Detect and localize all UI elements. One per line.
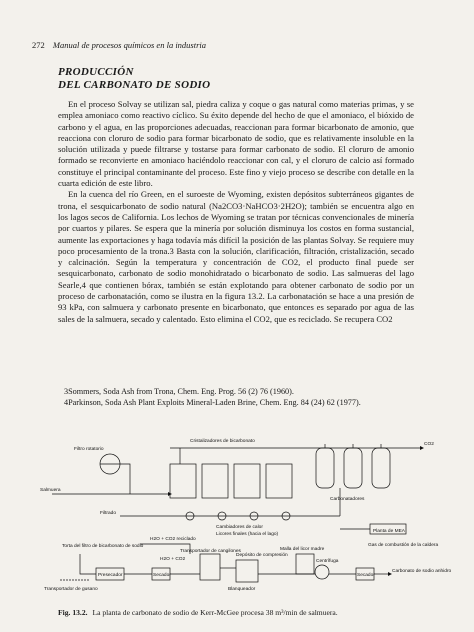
caption-label: Fig. 13.2. — [58, 608, 88, 617]
label-h2o-co2: H2O + CO2 reciclado — [150, 537, 196, 542]
section-title — [58, 66, 210, 92]
section-title-line-2: DEL CARBONATO DE SODIO — [58, 79, 211, 91]
label-centrifuga: Centrífuga — [316, 559, 339, 564]
crystallizer-3 — [234, 464, 260, 498]
label-torta: Torta del filtro de bicarbonato de sodio — [62, 544, 144, 549]
compression-deposit — [236, 560, 258, 582]
carbonator-1 — [316, 448, 334, 488]
paragraph-2: En la cuenca del río Green, en el suroeste de Wyoming, existen depósitos subterráneos gigantes de trona, el sesquicarbonato de sodio natural (Na2CO3·NaHCO3·2H2O); también se encuentra algo en los lagos secos de California. Los lechos de Wyoming se tratan por técnicas convencionales de minería por cuartos y pilares. Se espera que la minería por solución disminuya los costos en forma sustancial, aumente las exportaciones y haga todavía más difícil la posición de las plantas Solvay. Se requiere muy poco procesamiento de la trona.3 Basta con la solución, clarificación, filtración, cristalización, secado y calcinación. Según la temperatura y concentración de CO2, el producto final puede ser sesquicarbonato, carbonato de sodio monohidratado o bicarbonato de sodio. Las salmueras del lago Searle,4 que contienen bórax, también se están explotando para obtener carbonato de sodio por un proceso de carbonatación, como se ilustra en la figura 13.2. La carbonatación se hace a una presión de 93 kPa, con salmuera y carbonato presente en bicarbonato, que entonces es separado por agua de las sales de la salmuera, secado y calentado. Esto elimina el CO2, que es reciclado. Se recupera CO2 — [58, 189, 414, 324]
label-licores: Licores finales (hacia el lago) — [216, 532, 279, 537]
label-blanqueador: Blanqueador — [228, 587, 256, 592]
crystallizer-1 — [170, 464, 196, 498]
label-deposito: Depósito de compresión — [236, 553, 288, 558]
footnotes — [58, 386, 414, 408]
running-header — [32, 40, 206, 50]
label-cristalizadores: Cristalizadores de bicarbonato — [190, 439, 255, 444]
paragraph-1: En el proceso Solvay se utilizan sal, piedra caliza y coque o gas natural como materias primas, y se emplea amoniaco como reactivo cíclico. Su éxito depende del hecho de que el amoniaco, el bióxido de carbono y el agua, en las proporciones adecuadas, reaccionan para formar bicarbonato de amonio, que reacciona con cloruro de sodio para formar bicarbonato de sodio, que es relativamente insoluble en la solución utilizada y puede filtrarse y tostarse para formar carbonato de sodio. El cloruro de amonio formado se reconvierte en amoniaco haciéndolo reaccionar con cal, y el cloruro de calcio así formado constituye el principal contaminante del proceso. Este fino y viejo proceso se describe con detalle en la cuarta edición de este libro. — [58, 99, 414, 189]
footnote-3: 3Sommers, Soda Ash from Trona, Chem. Eng. Prog. 56 (2) 76 (1960). — [64, 387, 294, 396]
label-co2-top: CO2 — [424, 442, 434, 447]
label-filtrado: Filtrado — [100, 511, 116, 516]
label-transp-gusano: Transportador de gusano — [44, 587, 98, 592]
caption-text: La planta de carbonato de sodio de Kerr-McGee procesa 38 m³/min de salmuera. — [92, 608, 338, 617]
label-filtro: Filtro rotatorio — [74, 447, 104, 452]
label-malla: Malla del licor madre — [280, 547, 325, 552]
bucket-conveyor — [200, 554, 220, 580]
label-presecador: Presecador — [98, 573, 123, 578]
figure-caption — [58, 608, 428, 617]
label-transp-cangilones: Transportador de cangilones — [180, 549, 241, 554]
label-carb-anhidro: Carbonato de sodio anhidro — [392, 569, 452, 574]
centrifuge-shape — [315, 565, 329, 579]
label-secador-2: Secador — [357, 573, 375, 578]
label-h2o-co2-b: H2O + CO2 — [160, 557, 186, 562]
label-salmuera: Salmuera — [40, 488, 61, 493]
crystallizer-4 — [266, 464, 292, 498]
body-text — [58, 99, 414, 325]
process-flow-diagram — [40, 434, 452, 604]
label-carbonatadores: Carbonatadores — [330, 497, 365, 502]
footnote-4: 4Parkinson, Soda Ash Plant Exploits Mineral-Laden Brine, Chem. Eng. 84 (24) 62 (1977). — [64, 398, 361, 407]
flow-diagram-svg — [40, 434, 452, 604]
section-title-line-1: PRODUCCIÓN — [58, 66, 134, 78]
mother-liquor-screen — [296, 554, 314, 574]
label-cambiadores: Cambiadores de calor — [216, 525, 263, 530]
crystallizer-2 — [202, 464, 228, 498]
label-gas-combustion: Gas de combustión de la caldera — [368, 543, 439, 548]
carbonator-2 — [344, 448, 362, 488]
running-title: Manual de procesos químicos en la industria — [52, 40, 207, 50]
label-secador: Secador — [153, 573, 171, 578]
label-planta-mea: Planta de MEA — [373, 529, 405, 534]
page-number: 272 — [32, 40, 45, 50]
carbonator-3 — [372, 448, 390, 488]
